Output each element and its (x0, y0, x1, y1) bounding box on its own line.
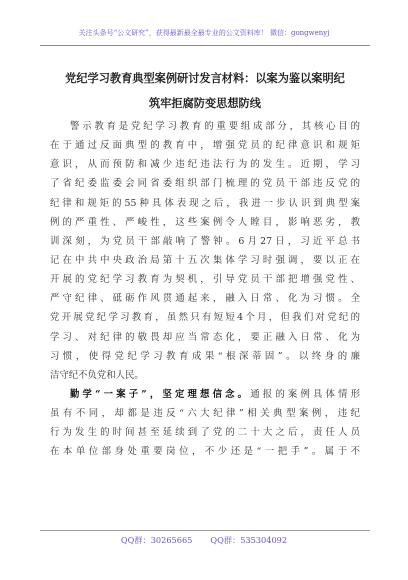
paragraph-1-line: 在于通过反面典型的教育中，增强党员的纪律意识和规矩 (50, 140, 360, 152)
paragraph-1-line: 意识，从而预防和减少违纪违法行为的发生。近期，学习 (50, 159, 360, 171)
paragraph-1-line: 开展的党纪学习教育为契机，引导党员干部把增强党性、 (50, 274, 360, 286)
header-divider (40, 45, 370, 46)
paragraph-1-line: 警示教育是党纪学习教育的重要组成部分，其核心目的 (70, 121, 360, 132)
paragraph-2-line: 行为发生的时间甚至延续到了党的二十大之后，责任人员 (50, 427, 360, 439)
header-banner: 关注头条号“公文研究”，获得最新最全最专业的公文资料库！ 微信：gongwenyj (78, 29, 330, 37)
footer-contact (0, 534, 408, 546)
paragraph-2-heading: 勤学“一案子”，坚定理想信念。 (70, 388, 251, 400)
paragraph-2-line: 虽有不同，却都是违反“六大纪律”相关典型案例，违纪 (50, 408, 360, 420)
paragraph-1-line: 严守纪律、砥砺作风贯通起来，融入日常、化为习惯。全 (50, 293, 360, 305)
paragraph-2-line: 在本单位部身处重要岗位，不少还是“一把手”。属于不 (50, 446, 360, 458)
footer-divider (40, 530, 370, 531)
paragraph-2-first-line (50, 385, 360, 404)
document-body (50, 117, 360, 462)
paragraph-1-line: 党开展党纪学习教育，虽然只有短短4个月，但我们对党纪的 (50, 312, 360, 324)
paragraph-1-line: 例的严重性、严峻性，这些案例令人瞠目，影响恶劣，教 (50, 216, 360, 228)
footer-qq-group-2: QQ群：535304092 (210, 535, 288, 545)
paragraph-1-line: 纪律和规矩的55种具体表现之后，我进一步认识到典型案 (50, 197, 360, 209)
paragraph-1-line: 记在中共中央政治局第十五次集体学习时强调，要以正在 (50, 254, 360, 266)
footer-qq-group-1: QQ群：30265665 (120, 535, 193, 545)
paragraph-1-line: 学习、对纪律的敬畏却应当常态化，要正融入日常、化为 (50, 331, 360, 343)
paragraph-1-line: 洁守纪不负党和人民。 (50, 369, 144, 381)
paragraph-1-line: 训深刻，为党员干部敲响了警钟。6月27日，习近平总书 (50, 235, 360, 247)
paragraph-1-line: 了省纪委监委会同省委组织部门梳理的党员干部违反党的 (50, 178, 360, 190)
document-title-line-1: 党纪学习教育典型案例研讨发言材料：以案为鉴以案明纪 (65, 71, 345, 85)
paragraph-1-line: 习惯，使得党纪学习教育成果“根深蒂固”。以终身的廉 (50, 350, 360, 362)
document-title-line-2: 筑牢拒腐防变思想防线 (149, 96, 261, 110)
paragraph-2-lead: 通报的案例具体情形 (250, 388, 360, 400)
